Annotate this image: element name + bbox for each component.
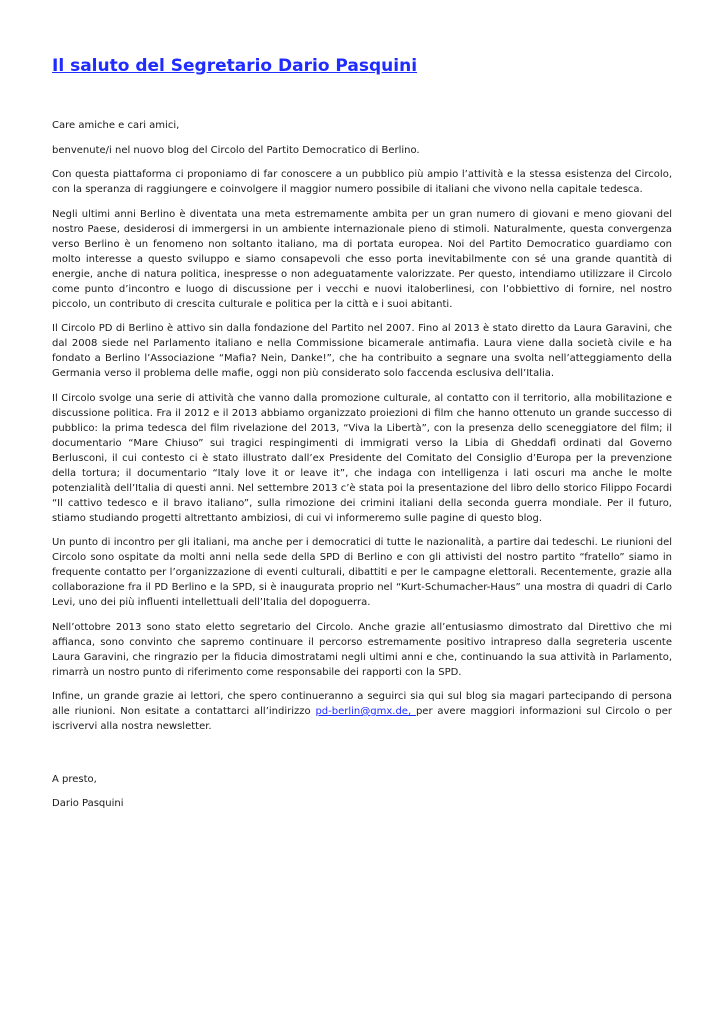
paragraph-history: Il Circolo PD di Berlino è attivo sin dalla fondazione del Partito nel 2007. Fino al 2013 è stato diretto da Laura Garavini, che dal 2008 siede nel Parlamento italiano e nella Commissione bicamerale antimafia. Laura viene dalla società civile e ha fondato a Berlino l’Associazione “Mafia? Nein, Danke!”, che ha contribuito a segnare una svolta nell’atteggiamento della Germania verso il problema delle mafie, oggi non più considerato solo faccenda esclusiva dell’Italia.: [52, 323, 672, 379]
paragraph-meeting-point: Un punto di incontro per gli italiani, ma anche per i democratici di tutte le nazionalità, a partire dai tedeschi. Le riunioni del Circolo sono ospitate da molti anni nella sede della SPD di Berlino e con gli attivisti del nostro partito “fratello” siamo in frequente contatto per l’organizzazione di eventi culturali, dibattiti e per le campagne elettorali. Recentemente, grazie alla collaborazione fra il PD Berlino e la SPD, si è inaugurata proprio nel “Kurt-Schumacher-Haus” una mostra di quadri di Carlo Levi, uno dei più influenti intellettuali dell’Italia del dopoguerra.: [52, 537, 672, 608]
paragraph-election: Nell’ottobre 2013 sono stato eletto segretario del Circolo. Anche grazie all’entusiasmo dimostrato dal Direttivo che mi affianca, sono convinto che sapremo continuare il percorso estremamente positivo intrapreso dalla segreteria uscente Laura Garavini, che ringrazio per la fiducia dimostratami negli ultimi anni e che, continuando la sua attività in Parlamento, rimarrà un nostro punto di riferimento come responsabile dei rapporti con la SPD.: [52, 621, 672, 678]
paragraph-platform: Con questa piattaforma ci proponiamo di far conoscere a un pubblico più ampio l’attività e la stessa esistenza del Circolo, con la speranza di raggiungere e coinvolgere il maggior numero possibile di italiani che vivono nella capitale tedesca.: [52, 169, 672, 195]
closing-text-after: per avere maggiori informazioni sul Circolo o per iscrivervi alla nostra newsletter.: [52, 706, 672, 732]
greeting: Care amiche e cari amici,: [52, 120, 180, 131]
page-title: [52, 54, 672, 78]
signature: Dario Pasquini: [52, 798, 124, 809]
paragraph-welcome: benvenute/i nel nuovo blog del Circolo del Partito Democratico di Berlino.: [52, 144, 420, 156]
paragraph-closing: [52, 689, 672, 734]
paragraph-berlin: Negli ultimi anni Berlino è diventata una meta estremamente ambita per un gran numero di giovani e meno giovani del nostro Paese, desiderosi di immergersi in un ambiente internazionale pieno di stimoli. Naturalmente, questa convergenza verso Berlino è un fenomeno non soltanto italiano, ma di portata europea. Noi del Partito Democratico guardiamo con molto interesse a questo sviluppo e siamo consapevoli che esso porta inevitabilmente con sé una grande quantità di energie, anche di natura politica, inespresse o non adeguatamente valorizzate. Per questo, intendiamo utilizzare il Circolo come punto d’incontro e luogo di discussione per i vecchi e nuovi italoberlinesi, con l’obbiettivo di fornire, nel nostro piccolo, un contributo di crescita culturale e politica per la città e i suoi abitanti.: [52, 208, 672, 310]
email-link[interactable]: pd-berlin@gmx.de,: [315, 706, 416, 717]
title-spacer: [52, 78, 672, 118]
title-link[interactable]: Il saluto del Segretario Dario Pasquini: [52, 56, 418, 76]
paragraph-activities: Il Circolo svolge una serie di attività che vanno dalla promozione culturale, al contatto con il territorio, alla mobilitazione e discussione politica. Fra il 2012 e il 2013 abbiamo organizzato proiezioni di film che hanno ottenuto un grande successo di pubblico: la prima tedesca del film rivelazione del 2013, “Viva la Libertà”, con la presenza dello sceneggiatore del film; il documentario “Mare Chiuso” sui tragici respingimenti di immigrati verso la Libia di Gheddafi ordinati dal Governo Berlusconi, il cui contesto ci è stato illustrato dall’ex Presidente del Comitato del Consiglio d’Europa per la prevenzione della tortura; il documentario “Italy love it or leave it”, che indaga con intelligenza i lati oscuri ma anche le molte potenzialità dell’Italia di questi anni. Nel settembre 2013 c’è stata poi la presentazione del libro dello storico Filippo Focardi “Il cattivo tedesco e il bravo italiano”, sulla rimozione dei crimini italiani della seconda guerra mondiale. Per il futuro, stiamo studiando progetti altrettanto ambiziosi, di cui vi informeremo sulle pagine di questo blog.: [52, 392, 672, 524]
article: [52, 54, 672, 821]
signoff-spacer: [52, 744, 672, 772]
closing-text-before: Infine, un grande grazie ai lettori, che spero continueranno a seguirci sia qui sul blog sia magari partecipando di persona alle riunioni. Non esitate a contattarci all’indirizzo: [52, 691, 672, 717]
signoff: A presto,: [52, 773, 97, 785]
